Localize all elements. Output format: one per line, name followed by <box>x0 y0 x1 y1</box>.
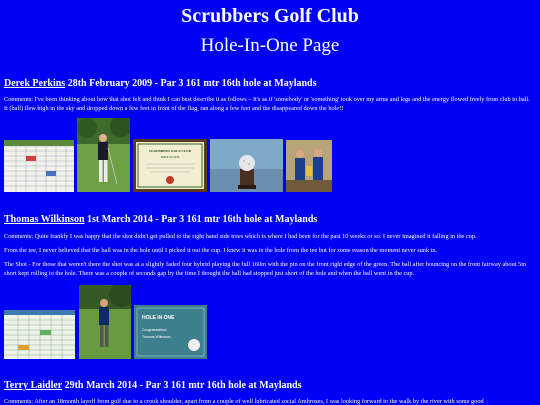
golfer-photo[interactable] <box>79 285 131 359</box>
entry-details: 29th March 2014 - Par 3 161 mtr 16th hole at Maylands <box>62 380 302 391</box>
entry-comment: From the tee, I never believed that the ball was in the hole until I picked it out the cup. I knew it was in the hole from the tee but for some reason the moment never sunk in. <box>4 247 438 254</box>
entry-comment: Comments: Quite frankly I was happy that the shot didn't get pulled to the right hand side trees which is where I had been for the past 10 weeks or so. I never imagined it falling in the cup. <box>4 233 477 240</box>
hole-in-one-card-photo[interactable] <box>134 305 207 359</box>
page-title: Hole-In-One Page <box>200 35 340 56</box>
entry-heading-derek-perkins <box>4 78 317 90</box>
golf-ball-icon <box>188 339 200 351</box>
site-title: Scrubbers Golf Club <box>181 5 359 27</box>
presentation-photo[interactable] <box>286 140 332 192</box>
entry-comment: The Shot - For those that weren't there the shot was at a slightly faded four hybrid playing the full 160m with the pin on the front right edge of the green. The ball after bouncing on the front fairway about 5m short kept rolling to the hole. There was a couple of seconds gap by the time I thought the ball had stopped just short of the hole and when the ball went in the cup. <box>4 261 527 277</box>
scorecard-photo[interactable] <box>4 140 74 192</box>
golfer-photo[interactable] <box>77 118 130 192</box>
seal-icon <box>166 176 174 184</box>
card-title: HOLE IN ONE <box>142 315 175 321</box>
entry-comment: Comments: I've been thinking about how that shot felt and think I can best describe it as follows – It's as if 'somebody' or 'something' took over my arms and legs and the energy flowed freely from club to ball. It (ball) flew high in the sky and dropped down a few feet in front of the flag, ran along a few feet and the disappeared down the hole!! <box>4 96 530 112</box>
entry-heading-terry-laidler <box>4 380 302 392</box>
certificate-title: SCRUBBERS GOLF CLUB <box>148 149 192 153</box>
entry-details: 28th February 2009 - Par 3 161 mtr 16th hole at Maylands <box>65 78 317 89</box>
entry-comment: Comments: After an 18month layoff from golf due to a crook shoulder, apart from a couple of well lubricated social Ambroses, I was looking forward to the walk by the river with some good <box>4 398 484 405</box>
trophy-photo[interactable] <box>210 139 283 192</box>
entry-heading-thomas-wilkinson <box>4 214 317 226</box>
entry-name-link[interactable]: Derek Perkins <box>4 78 66 89</box>
scorecard-photo[interactable] <box>4 310 75 359</box>
card-line-1: Congratulations <box>142 328 167 332</box>
entry-name-link[interactable]: Thomas Wilkinson <box>4 214 85 225</box>
entry-details: 1st March 2014 - Par 3 161 mtr 16th hole at Maylands <box>84 214 318 225</box>
entry-name-link[interactable]: Terry Laidler <box>4 380 63 391</box>
card-line-2: Thomas Wilkinson <box>142 335 171 339</box>
certificate-subtitle: HOLE IN ONE <box>160 155 180 159</box>
certificate-photo[interactable] <box>133 139 207 192</box>
